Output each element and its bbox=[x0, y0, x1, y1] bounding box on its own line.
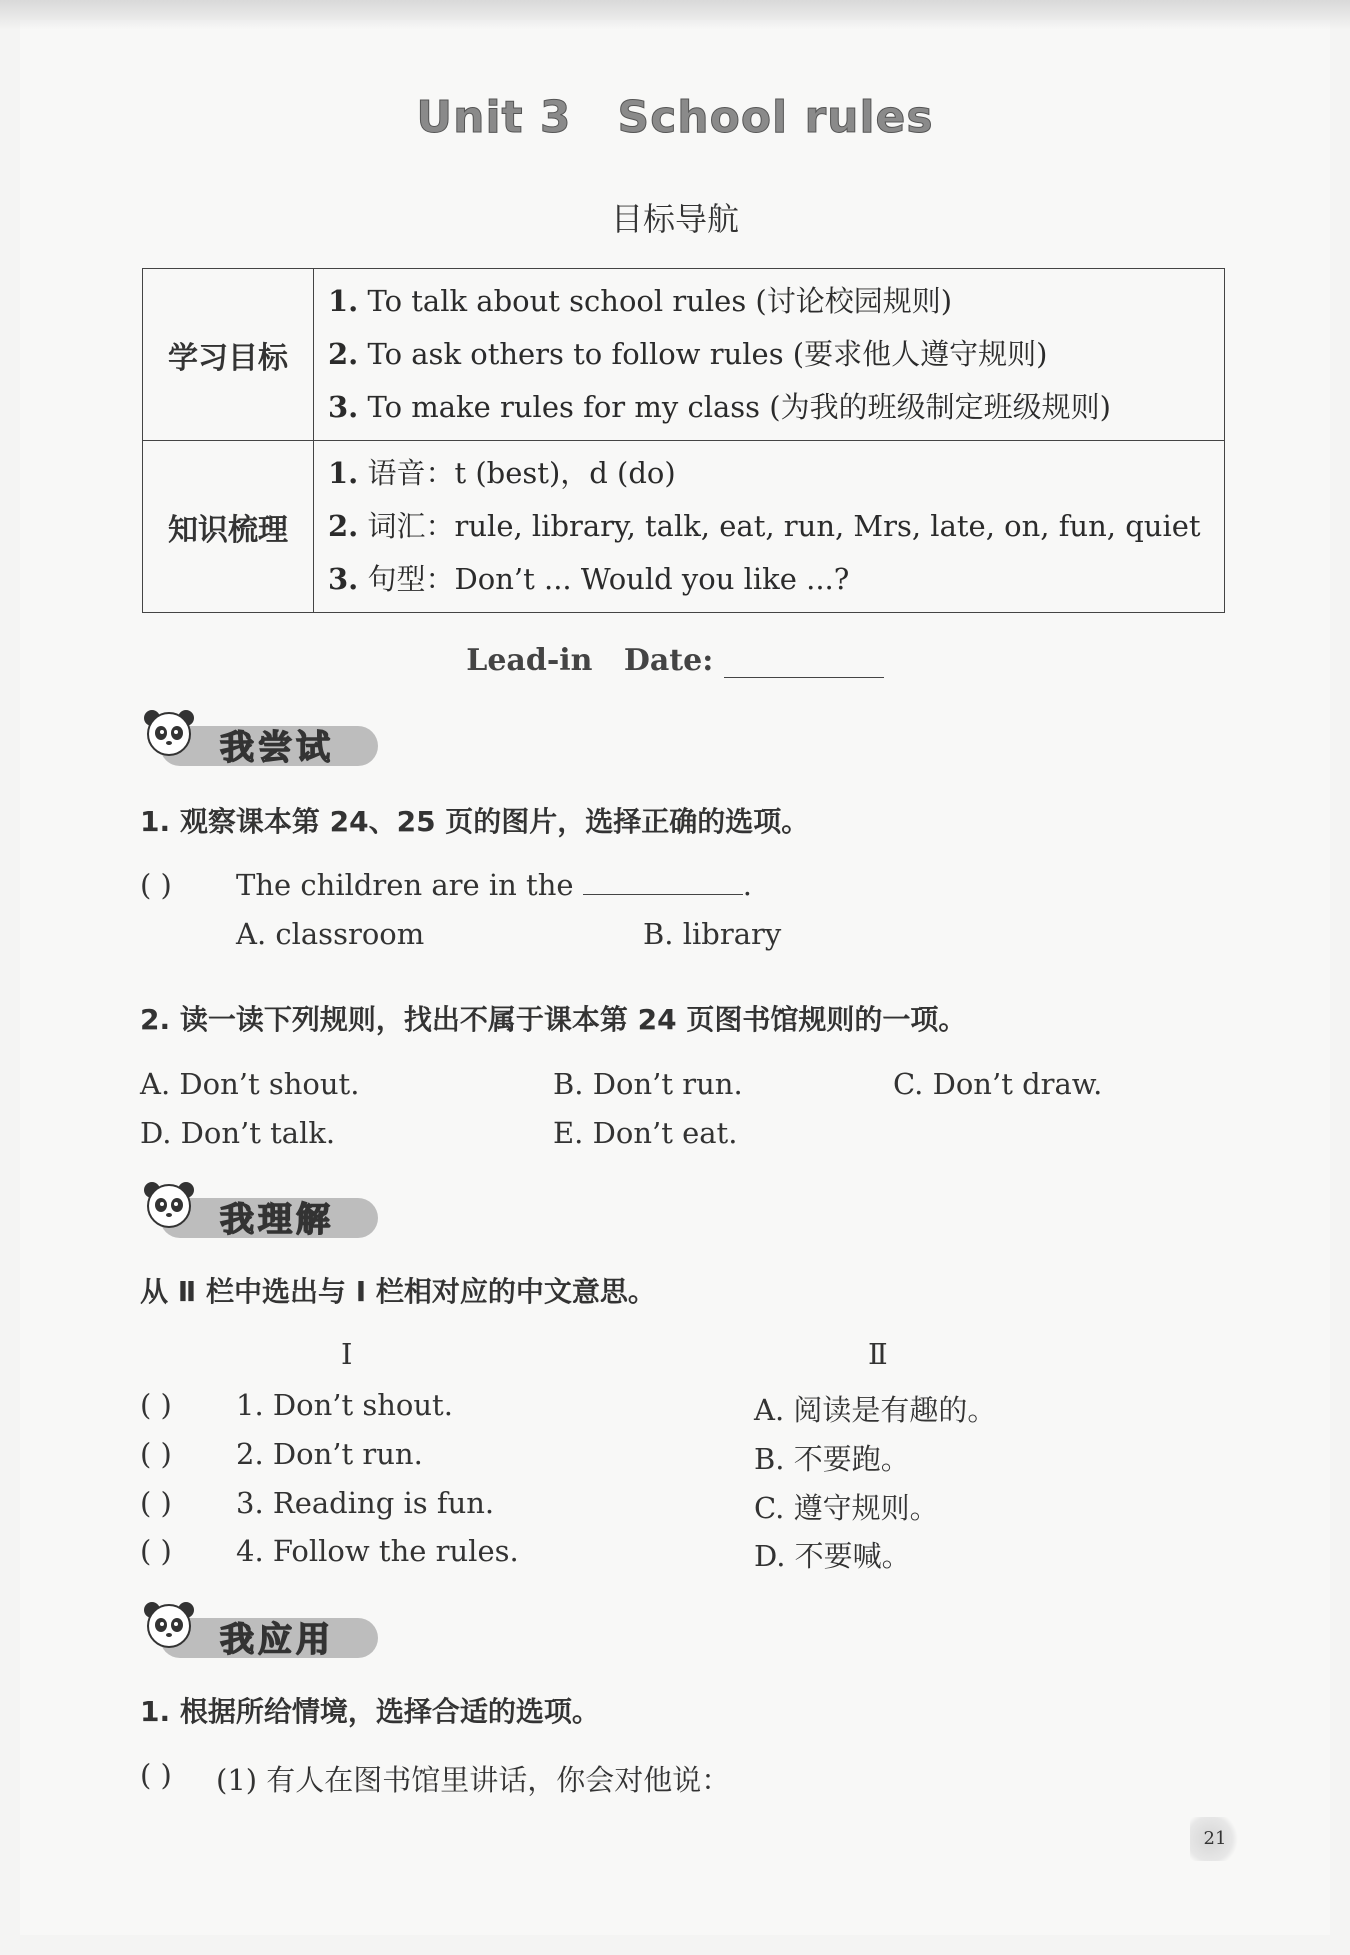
knowledge-row-label: 知识梳理 bbox=[143, 441, 314, 613]
match-left-item: 2. Don’t run. bbox=[236, 1437, 423, 1471]
apply-heading: 1. 根据所给情境，选择合适的选项。 bbox=[140, 1695, 600, 1728]
badge-text: 我应用 bbox=[220, 1620, 334, 1660]
goals-row bbox=[143, 269, 1225, 441]
date-blank[interactable] bbox=[724, 647, 884, 678]
apply-q1: (1) 有人在图书馆里讲话，你会对他说： bbox=[216, 1763, 731, 1797]
try-q1-heading: 1. 观察课本第 24、25 页的图片，选择正确的选项。 bbox=[140, 805, 810, 838]
goal-item: 3. To make rules for my class (为我的班级制定班级规则) bbox=[328, 390, 1111, 424]
knowledge-item: 3. 句型：Don’t ... Would you like ...? bbox=[328, 562, 850, 596]
knowledge-row bbox=[143, 441, 1225, 613]
goal-item: 2. To ask others to follow rules (要求他人遵守规则) bbox=[328, 337, 1048, 371]
knowledge-item: 2. 词汇：rule, library, talk, eat, run, Mrs, late, on, fun, quiet bbox=[328, 509, 1201, 543]
knowledge-row-items bbox=[314, 441, 1225, 613]
column-header-1: Ⅰ bbox=[341, 1337, 353, 1371]
rule-option: A. Don’t shout. bbox=[140, 1067, 360, 1101]
unit-title bbox=[0, 92, 1350, 143]
match-right-item: B. 不要跑。 bbox=[754, 1442, 910, 1476]
panda-icon bbox=[140, 706, 198, 764]
badge-understand bbox=[140, 1178, 380, 1240]
fill-blank[interactable] bbox=[583, 868, 743, 895]
match-left-item: 3. Reading is fun. bbox=[236, 1486, 495, 1520]
rule-option: B. Don’t run. bbox=[553, 1067, 743, 1101]
match-right-item: C. 遵守规则。 bbox=[754, 1491, 939, 1525]
badge-apply bbox=[140, 1598, 380, 1660]
rule-option: D. Don’t talk. bbox=[140, 1116, 336, 1150]
panda-icon bbox=[140, 1598, 198, 1656]
rule-option: C. Don’t draw. bbox=[893, 1067, 1103, 1101]
answer-paren[interactable]: ( ) bbox=[140, 868, 172, 902]
badge-text: 我尝试 bbox=[220, 728, 334, 768]
match-left-item: 1. Don’t shout. bbox=[236, 1388, 453, 1422]
match-right-item: A. 阅读是有趣的。 bbox=[754, 1393, 997, 1427]
option-a: A. classroom bbox=[236, 917, 425, 951]
option-b: B. library bbox=[643, 917, 782, 951]
try-q2-heading: 2. 读一读下列规则，找出不属于课本第 24 页图书馆规则的一项。 bbox=[140, 1003, 967, 1036]
date-label: Date: bbox=[623, 643, 714, 678]
match-right-item: D. 不要喊。 bbox=[754, 1539, 911, 1573]
page-number: 21 bbox=[1190, 1817, 1240, 1861]
answer-paren[interactable]: ( ) bbox=[140, 1388, 172, 1422]
badge-try bbox=[140, 706, 380, 768]
panda-icon bbox=[140, 1178, 198, 1236]
badge-text: 我理解 bbox=[220, 1200, 334, 1240]
scan-shadow bbox=[0, 0, 1350, 30]
leadin-line bbox=[0, 643, 1350, 678]
match-left-item: 4. Follow the rules. bbox=[236, 1534, 519, 1568]
answer-paren[interactable]: ( ) bbox=[140, 1534, 172, 1568]
understand-heading: 从 Ⅱ 栏中选出与 Ⅰ 栏相对应的中文意思。 bbox=[140, 1275, 656, 1308]
answer-paren[interactable]: ( ) bbox=[140, 1437, 172, 1471]
try-q1-stem: The children are in the . bbox=[236, 868, 752, 902]
answer-paren[interactable]: ( ) bbox=[140, 1758, 172, 1792]
goals-table bbox=[142, 268, 1225, 613]
answer-paren[interactable]: ( ) bbox=[140, 1486, 172, 1520]
unit-number: Unit 3 bbox=[416, 92, 572, 143]
goals-row-label: 学习目标 bbox=[143, 269, 314, 441]
section-subtitle: 目标导航 bbox=[610, 200, 739, 238]
unit-name: School rules bbox=[617, 92, 934, 143]
knowledge-item: 1. 语音：t (best)，d (do) bbox=[328, 456, 676, 490]
column-header-2: Ⅱ bbox=[868, 1337, 888, 1371]
goal-item: 1. To talk about school rules (讨论校园规则) bbox=[328, 284, 953, 318]
leadin-label: Lead-in bbox=[466, 643, 593, 678]
goals-row-items bbox=[314, 269, 1225, 441]
rule-option: E. Don’t eat. bbox=[553, 1116, 738, 1150]
